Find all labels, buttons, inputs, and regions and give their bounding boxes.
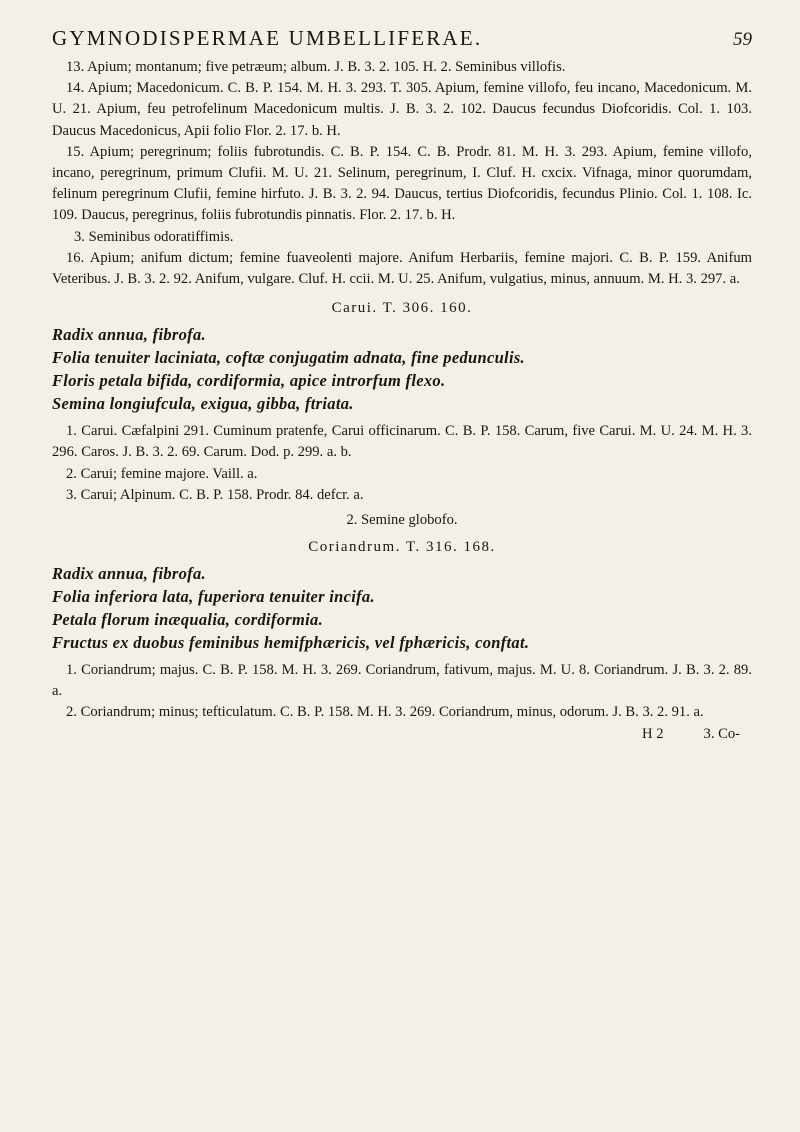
- genus-heading-coriandrum: Coriandrum. T. 316. 168.: [308, 539, 496, 556]
- character-petala: Petala florum inæqualia, cordiformia.: [52, 610, 323, 630]
- character-fructus: Fructus ex duobus feminibus hemifphæricis, vel fphæricis, conftat.: [52, 633, 530, 653]
- entry-carui-3: 3. Carui; Alpinum. C. B. P. 158. Prodr. 84. defcr. a.: [66, 486, 364, 503]
- entry-apium-15: 15. Apium; peregrinum; foliis fubrotundis. C. B. P. 154. C. B. Prodr. 81. M. H. 3. 293. Apium, femine villofo, incano, peregrinum, primum Clufii. M. U. 21. Selinum, peregrinum, I. Cluf. H. cxcix. Vifnaga, minor quorumdam, felinum peregrinum Clufii, femine hirfuto. J. B. 3. 2. 94. Daucus, tertius Diofcoridis, fecundus Plinio. Col. 1. 108. Ic. 109. Daucus, peregrinus, foliis fubrotundis pinnatis. Flor. 2. 17. b. H.: [52, 143, 752, 224]
- page-number: 59: [733, 29, 752, 50]
- entry-coriandrum-1: 1. Coriandrum; majus. C. B. P. 158. M. H. 3. 269. Coriandrum, fativum, majus. M. U. 8. Coriandrum. J. B. 3. 2. 89. a.: [52, 662, 752, 700]
- section-seminibus-odoratissimis: 3. Seminibus odoratiffimis.: [74, 228, 234, 245]
- entry-coriandrum-2: 2. Coriandrum; minus; tefticulatum. C. B. P. 158. M. H. 3. 269. Coriandrum, minus, odorum. J. B. 3. 2. 91. a.: [66, 704, 704, 721]
- entry-apium-14: 14. Apium; Macedonicum. C. B. P. 154. M. H. 3. 293. T. 305. Apium, femine villofo, feu incano, Macedonicum. M. U. 21. Apium, feu petrofelinum Macedonicum multis. J. B. 3. 2. 102. Daucus fecundus Diofcoridis. Col. 1. 103. Daucus Macedonicus, Apii folio Flor. 2. 17. b. H.: [52, 80, 752, 139]
- section-semine-globoso: 2. Semine globofo.: [346, 512, 458, 529]
- running-title: GYMNODISPERMAE UMBELLIFERAE.: [52, 26, 483, 50]
- signature-mark: H 2: [642, 725, 664, 742]
- character-folia: Folia inferiora lata, fuperiora tenuiter incifa.: [52, 587, 375, 607]
- page-footer: [52, 724, 752, 745]
- entry-carui-1: 1. Carui. Cæfalpini 291. Cuminum pratenfe, Carui officinarum. C. B. P. 158. Carum, five Carui. M. U. 24. M. H. 3. 296. Caros. J. B. 3. 2. 69. Carum. Dod. p. 299. a. b.: [52, 423, 752, 461]
- entry-carui-2: 2. Carui; femine majore. Vaill. a.: [66, 465, 258, 482]
- character-radix: Radix annua, fibrofa.: [52, 564, 206, 584]
- character-floris-petala: Floris petala bifida, cordiformia, apice introrfum flexo.: [52, 371, 446, 391]
- page-header: [52, 26, 752, 51]
- entry-apium-13: 13. Apium; montanum; five petræum; album. J. B. 3. 2. 105. H. 2. Seminibus villofis.: [66, 59, 566, 75]
- character-semina: Semina longiufcula, exigua, gibba, ftriata.: [52, 394, 354, 414]
- character-radix: Radix annua, fibrofa.: [52, 325, 206, 345]
- document-page: [52, 26, 752, 745]
- entry-apium-16: 16. Apium; anifum dictum; femine fuaveolenti majore. Anifum Herbariis, femine majori. C. B. P. 159. Anifum Veteribus. J. B. 3. 2. 92. Anifum, vulgare. Cluf. H. ccii. M. U. 25. Anifum, vulgatius, minus, annuum. M. H. 3. 297. a.: [52, 249, 752, 288]
- genus-heading-carui: Carui. T. 306. 160.: [331, 300, 473, 317]
- character-folia: Folia tenuiter laciniata, coftæ conjugatim adnata, fine pedunculis.: [52, 348, 525, 368]
- catchword: 3. Co-: [703, 725, 740, 742]
